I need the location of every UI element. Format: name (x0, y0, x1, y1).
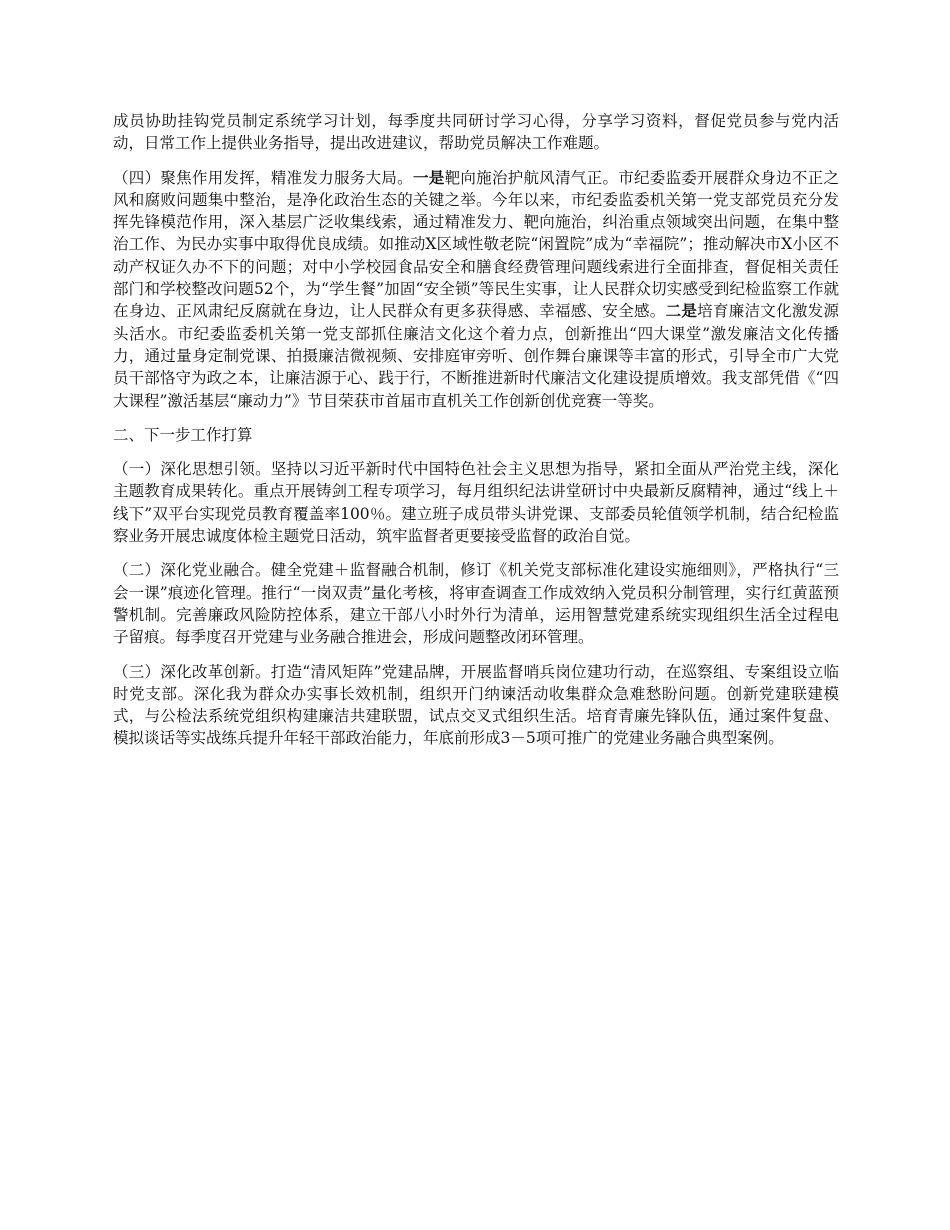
emphasis-first: 一是 (412, 167, 445, 187)
paragraph-text-second: 培育廉洁文化激发源头活水。市纪委监委机关第一党支部抓住廉洁文化这个着力点，创新推出“四大课堂”激发廉洁文化传播力，通过量身定制党课、拍摄廉洁微视频、安排庭审旁听、创作舞台廉课等丰富的形式，引导全市广大党员干部恪守为政之本，让廉洁源于心、践于行，不断推进新时代廉洁文化建设提质增效。我支部凭借《“四大课程”激活基层“廉动力”》节目荣获市首届市直机关工作创新创优竞赛一等奖。 (113, 302, 839, 410)
paragraph-plan-two: （二）深化党业融合。健全党建＋监督融合机制，修订《机关党支部标准化建设实施细则》，严格执行“三会一课”痕迹化管理。推行“一岗双责”量化考核，将审查调查工作成效纳入党员积分制管理，实行红黄蓝预警机制。完善廉政风险防控体系，建立干部八小时外行为清单，运用智慧党建系统实现组织生活全过程电子留痕。每季度召开党建与业务融合推进会，形成问题整改闭环管理。 (113, 561, 839, 647)
paragraph-section-four (113, 167, 839, 412)
paragraph-plan-three: （三）深化改革创新。打造“清风矩阵”党建品牌，开展监督哨兵岗位建功行动，在巡察组、专案组设立临时党支部。深化我为群众办实事长效机制，组织开门纳谏活动收集群众急难愁盼问题。创新党建联建模式，与公检法系统党组织构建廉洁共建联盟，试点交叉式组织生活。培育青廉先锋队伍，通过案件复盘、模拟谈话等实战练兵提升年轻干部政治能力，年底前形成3－5项可推广的党建业务融合典型案例。 (113, 662, 839, 748)
paragraph-plan-one: （一）深化思想引领。坚持以习近平新时代中国特色社会主义思想为指导，紧扣全面从严治党主线，深化主题教育成果转化。重点开展铸剑工程专项学习，每月组织纪法讲堂研讨中央最新反腐精神，通过“线上＋线下”双平台实现党员教育覆盖率100％。建立班子成员带头讲党课、支部委员轮值领学机制，结合纪检监察业务开展忠诚度体检主题党日活动，筑牢监督者更要接受监督的政治自觉。 (113, 460, 839, 546)
paragraph-text-first: 靶向施治护航风清气正。市纪委监委开展群众身边不正之风和腐败问题集中整治，是净化政治生态的关键之举。今年以来，市纪委监委机关第一党支部党员充分发挥先锋模范作用，深入基层广泛收集线索，通过精准发力、靶向施治，纠治重点领域突出问题，在集中整治工作、为民办实事中取得优良成绩。如推动X区域性敬老院“闲置院”成为“幸福院”；推动解决市X小区不动产权证久办不下的问题；对中小学校园食品安全和膳食经费管理问题线索进行全面排查，督促相关责任部门和学校整改问题52个，为“学生餐”加固“安全锁”等民生实事，让人民群众切实感受到纪检监察工作就在身边、正风肃纪反腐就在身边，让人民群众有更多获得感、幸福感、安全感。 (113, 168, 839, 321)
section-heading-next-steps: 二、下一步工作打算 (113, 425, 253, 444)
paragraph-lead: （四）聚焦作用发挥，精准发力服务大局。 (113, 168, 413, 187)
document-page (113, 110, 839, 762)
emphasis-second: 二是 (665, 301, 698, 321)
paragraph-intro: 成员协助挂钩党员制定系统学习计划，每季度共同研讨学习心得，分享学习资料，督促党员参与党内活动，日常工作上提供业务指导，提出改进建议，帮助党员解决工作难题。 (113, 112, 839, 153)
